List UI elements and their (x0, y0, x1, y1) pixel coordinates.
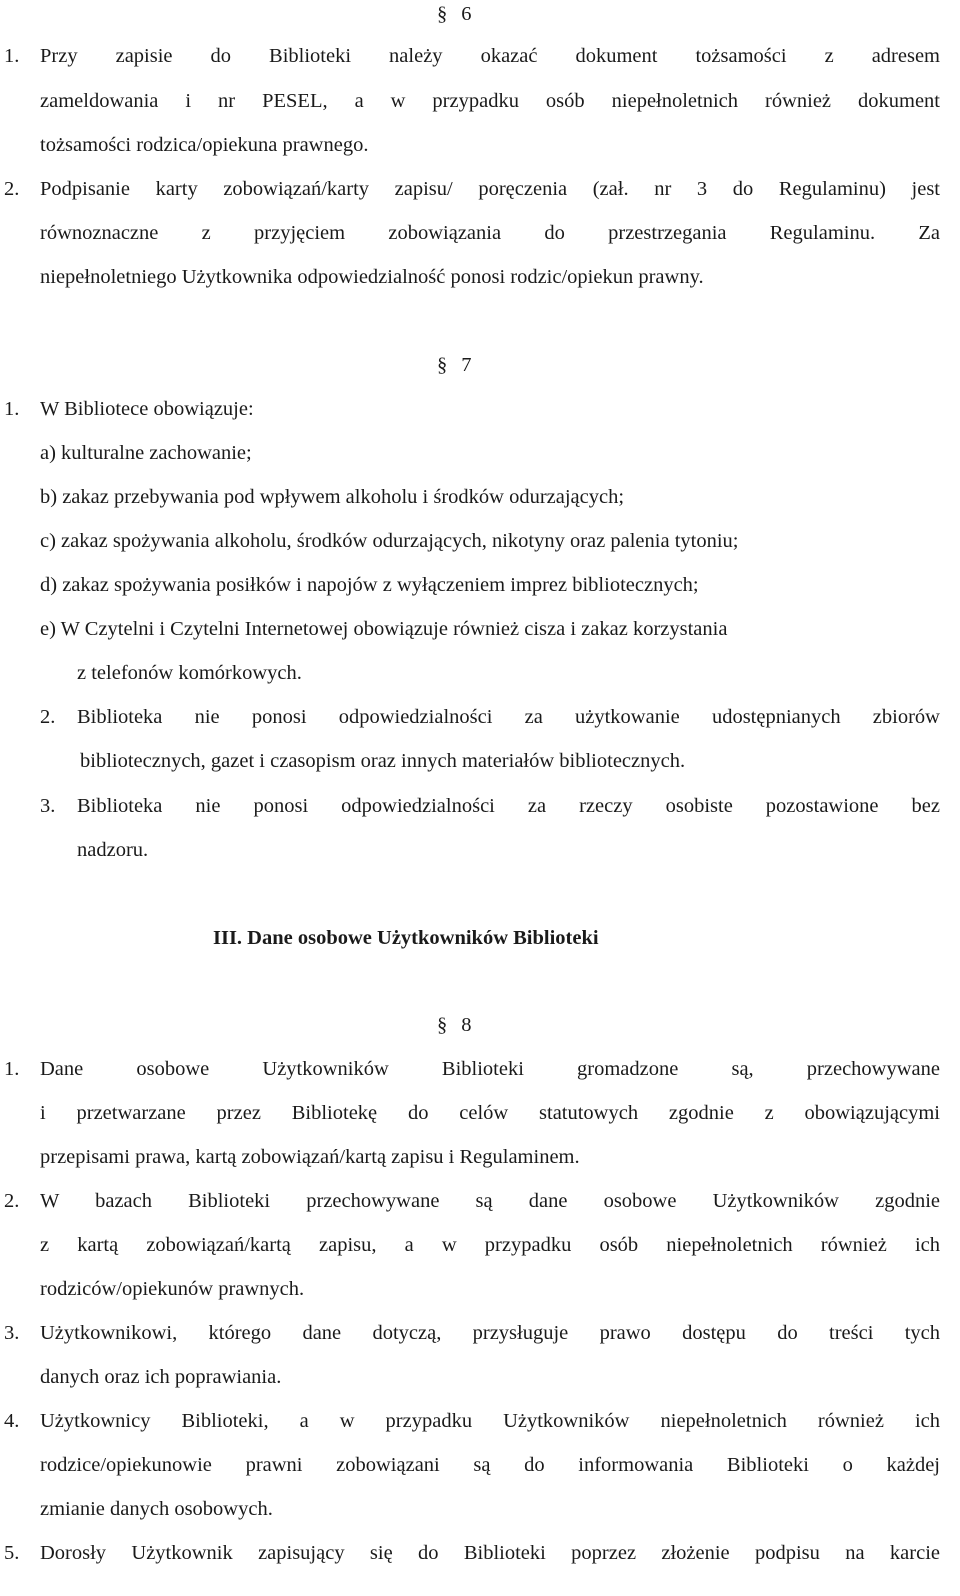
list-subitem: c) zakaz spożywania alkoholu, środków odurzających, nikotyny oraz palenia tytoniu; (40, 530, 739, 552)
paragraph-line: Dane osobowe Użytkowników Biblioteki gromadzone są, przechowywane (40, 1059, 940, 1080)
item-number: 2. (40, 706, 56, 728)
paragraph-line: Użytkownikowi, którego dane dotyczą, przysługuje prawo dostępu do treści tych (40, 1323, 940, 1344)
paragraph-line: W Bibliotece obowiązuje: (40, 398, 254, 420)
item-number: 1. (4, 45, 20, 67)
paragraph-line: rodzice/opiekunowie prawni zobowiązani są do informowania Biblioteki o każdej (40, 1455, 940, 1476)
paragraph-line: Podpisanie karty zobowiązań/karty zapisu/ poręczenia (zał. nr 3 do Regulaminu) jest (40, 179, 940, 200)
paragraph-line: W bazach Biblioteki przechowywane są dane osobowe Użytkowników zgodnie (40, 1191, 940, 1212)
paragraph-line: Biblioteka nie ponosi odpowiedzialności za rzeczy osobiste pozostawione bez (77, 796, 940, 817)
paragraph-line: z kartą zobowiązań/kartą zapisu, a w przypadku osób niepełnoletnich również ich (40, 1235, 940, 1256)
item-number: 5. (4, 1542, 20, 1564)
paragraph-line: danych oraz ich poprawiania. (40, 1366, 282, 1388)
paragraph-line: i przetwarzane przez Bibliotekę do celów statutowych zgodnie z obowiązującymi (40, 1103, 940, 1124)
paragraph-line: równoznaczne z przyjęciem zobowiązania do przestrzegania Regulaminu. Za (40, 223, 940, 244)
paragraph-line: zmianie danych osobowych. (40, 1498, 273, 1520)
paragraph-line: rodziców/opiekunów prawnych. (40, 1278, 305, 1300)
section-number: 7 (461, 354, 472, 376)
item-number: 3. (40, 795, 56, 817)
chapter-heading: III. Dane osobowe Użytkowników Biblioteki (213, 927, 599, 949)
paragraph-line: tożsamości rodzica/opiekuna prawnego. (40, 134, 369, 156)
list-subitem: b) zakaz przebywania pod wpływem alkoholu i środków odurzających; (40, 486, 625, 508)
item-number: 4. (4, 1410, 20, 1432)
paragraph-line: Przy zapisie do Biblioteki należy okazać dokument tożsamości z adresem (40, 46, 940, 67)
paragraph-line: niepełnoletniego Użytkownika odpowiedzialność ponosi rodzic/opiekun prawny. (40, 266, 704, 288)
paragraph-line: przepisami prawa, kartą zobowiązań/kartą zapisu i Regulaminem. (40, 1146, 580, 1168)
list-subitem: d) zakaz spożywania posiłków i napojów z wyłączeniem imprez bibliotecznych; (40, 574, 699, 596)
section-sign: § (437, 354, 448, 376)
item-number: 1. (4, 1058, 20, 1080)
section-heading-6 (437, 4, 472, 25)
paragraph-line: Użytkownicy Biblioteki, a w przypadku Użytkowników niepełnoletnich również ich (40, 1411, 940, 1432)
section-number: 6 (461, 3, 472, 25)
section-heading-7 (437, 355, 472, 376)
item-number: 3. (4, 1322, 20, 1344)
section-number: 8 (461, 1014, 472, 1036)
paragraph-line: nadzoru. (77, 839, 149, 861)
item-number: 2. (4, 1190, 20, 1212)
item-number: 1. (4, 398, 20, 420)
list-subitem: a) kulturalne zachowanie; (40, 442, 252, 464)
paragraph-line: Dorosły Użytkownik zapisujący się do Biblioteki poprzez złożenie podpisu na karcie (40, 1543, 940, 1564)
section-heading-8 (437, 1015, 472, 1036)
paragraph-line: zameldowania i nr PESEL, a w przypadku osób niepełnoletnich również dokument (40, 91, 940, 112)
section-sign: § (437, 3, 448, 25)
paragraph-line: bibliotecznych, gazet i czasopism oraz innych materiałów bibliotecznych. (80, 750, 686, 772)
paragraph-line: Biblioteka nie ponosi odpowiedzialności za użytkowanie udostępnianych zbiorów (77, 707, 940, 728)
list-subitem: e) W Czytelni i Czytelni Internetowej obowiązuje również cisza i zakaz korzystania (40, 618, 728, 640)
list-subitem: z telefonów komórkowych. (77, 662, 302, 684)
section-sign: § (437, 1014, 448, 1036)
item-number: 2. (4, 178, 20, 200)
